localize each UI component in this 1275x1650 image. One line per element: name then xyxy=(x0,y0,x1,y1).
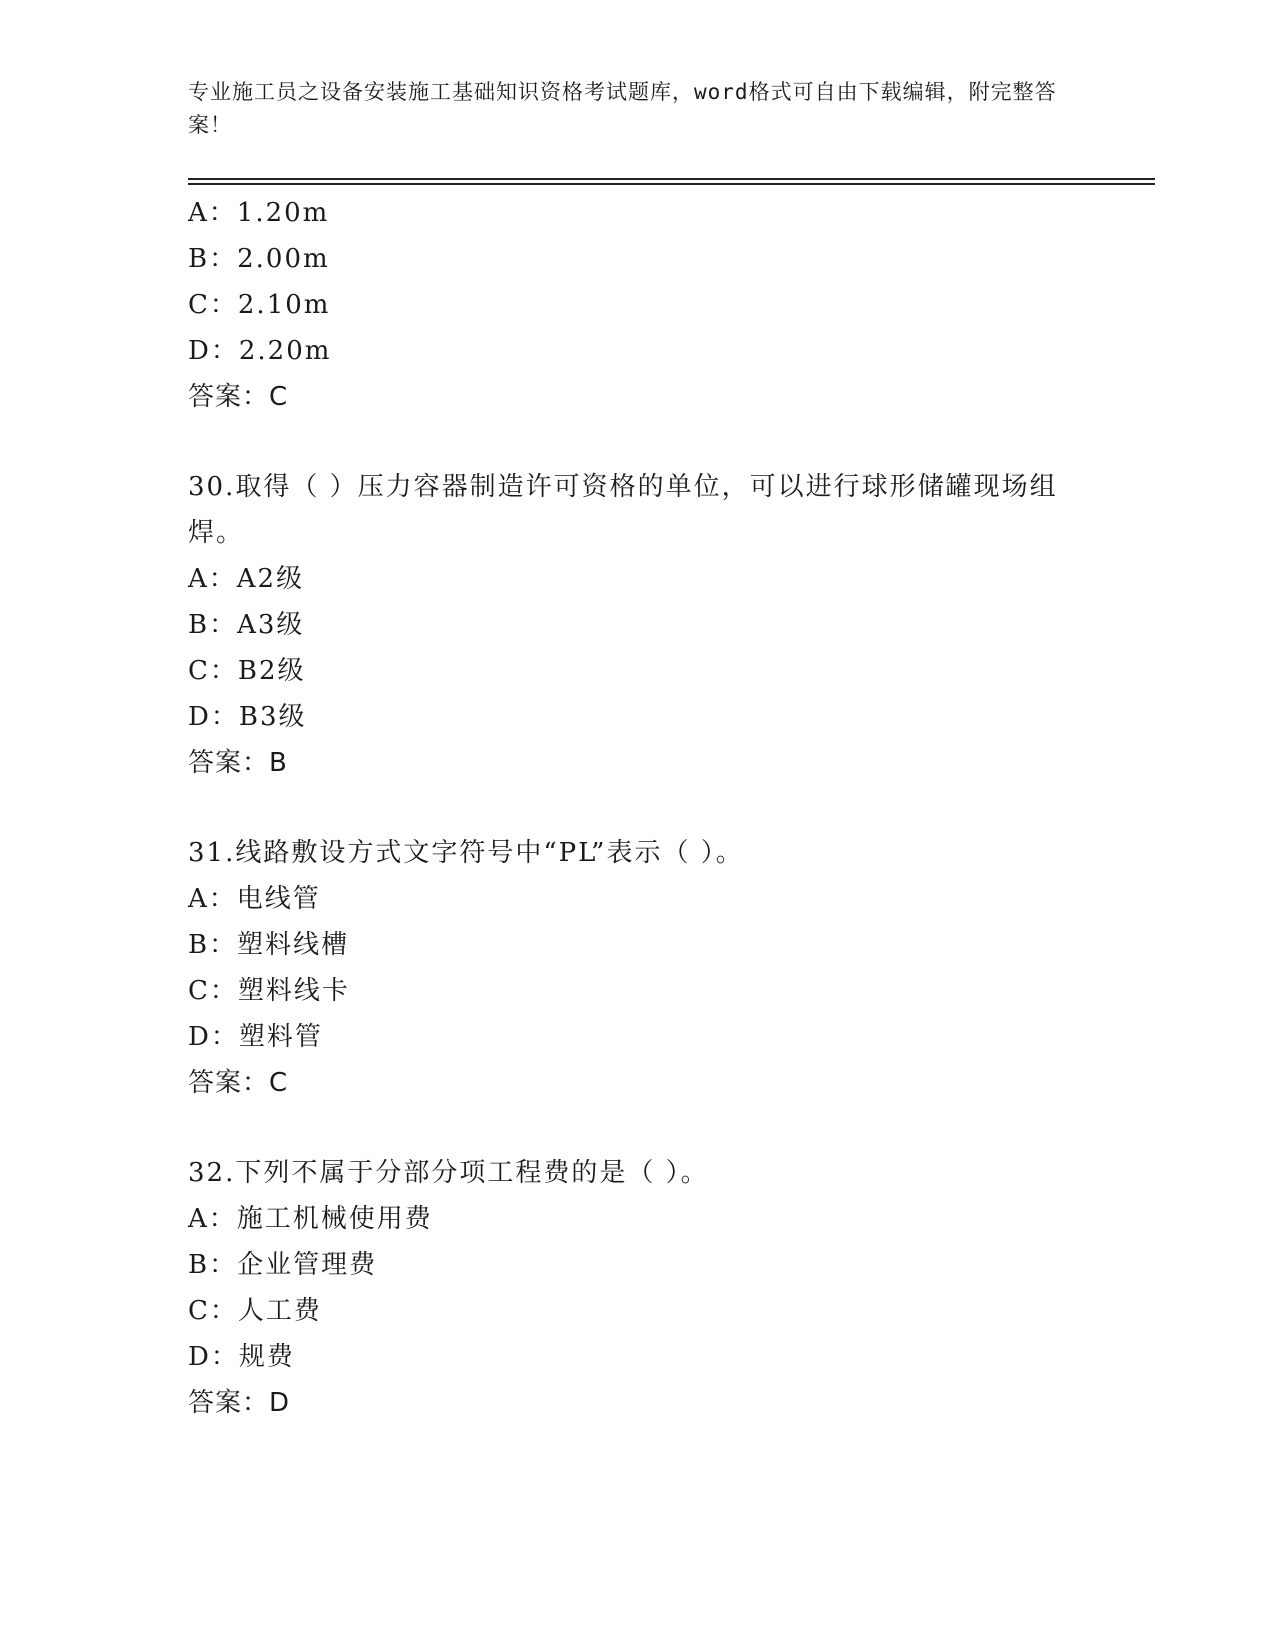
header-divider-top xyxy=(188,178,1155,180)
option-c: C：塑料线卡 xyxy=(188,976,350,1006)
document-header: 专业施工员之设备安装施工基础知识资格考试题库，word格式可自由下载编辑，附完整答案！ xyxy=(188,80,1057,137)
option-a: A：电线管 xyxy=(188,884,321,914)
question-list xyxy=(188,190,1078,1426)
option-b: B：A3级 xyxy=(188,610,305,640)
option-d: D：2.20m xyxy=(188,336,332,366)
answer-line: 答案：C xyxy=(188,1068,289,1098)
spacer xyxy=(188,420,1078,464)
option-b: B：企业管理费 xyxy=(188,1250,378,1280)
option-a: A：施工机械使用费 xyxy=(188,1204,433,1234)
answer-line: 答案：D xyxy=(188,1388,291,1418)
question-text: 31.线路敷设方式文字符号中“PL”表示（ ）。 xyxy=(188,838,744,868)
option-d: D：B3级 xyxy=(188,702,307,732)
option-b: B：2.00m xyxy=(188,244,330,274)
option-b: B：塑料线槽 xyxy=(188,930,350,960)
option-c: C：2.10m xyxy=(188,290,331,320)
spacer xyxy=(188,786,1078,830)
question-30 xyxy=(188,464,1078,786)
option-a: A：A2级 xyxy=(188,564,305,594)
question-31 xyxy=(188,830,1078,1106)
option-d: D：规费 xyxy=(188,1342,295,1372)
option-c: C：人工费 xyxy=(188,1296,322,1326)
option-a: A：1.20m xyxy=(188,198,330,228)
question-text: 30.取得（ ）压力容器制造许可资格的单位，可以进行球形储罐现场组焊。 xyxy=(188,472,1058,548)
question-32 xyxy=(188,1150,1078,1426)
question-29-continued xyxy=(188,190,1078,420)
option-d: D：塑料管 xyxy=(188,1022,323,1052)
header-divider-bottom xyxy=(188,183,1155,185)
spacer xyxy=(188,1106,1078,1150)
answer-line: 答案：C xyxy=(188,382,289,412)
option-c: C：B2级 xyxy=(188,656,306,686)
question-text: 32.下列不属于分部分项工程费的是（ ）。 xyxy=(188,1158,709,1188)
answer-line: 答案：B xyxy=(188,748,288,778)
